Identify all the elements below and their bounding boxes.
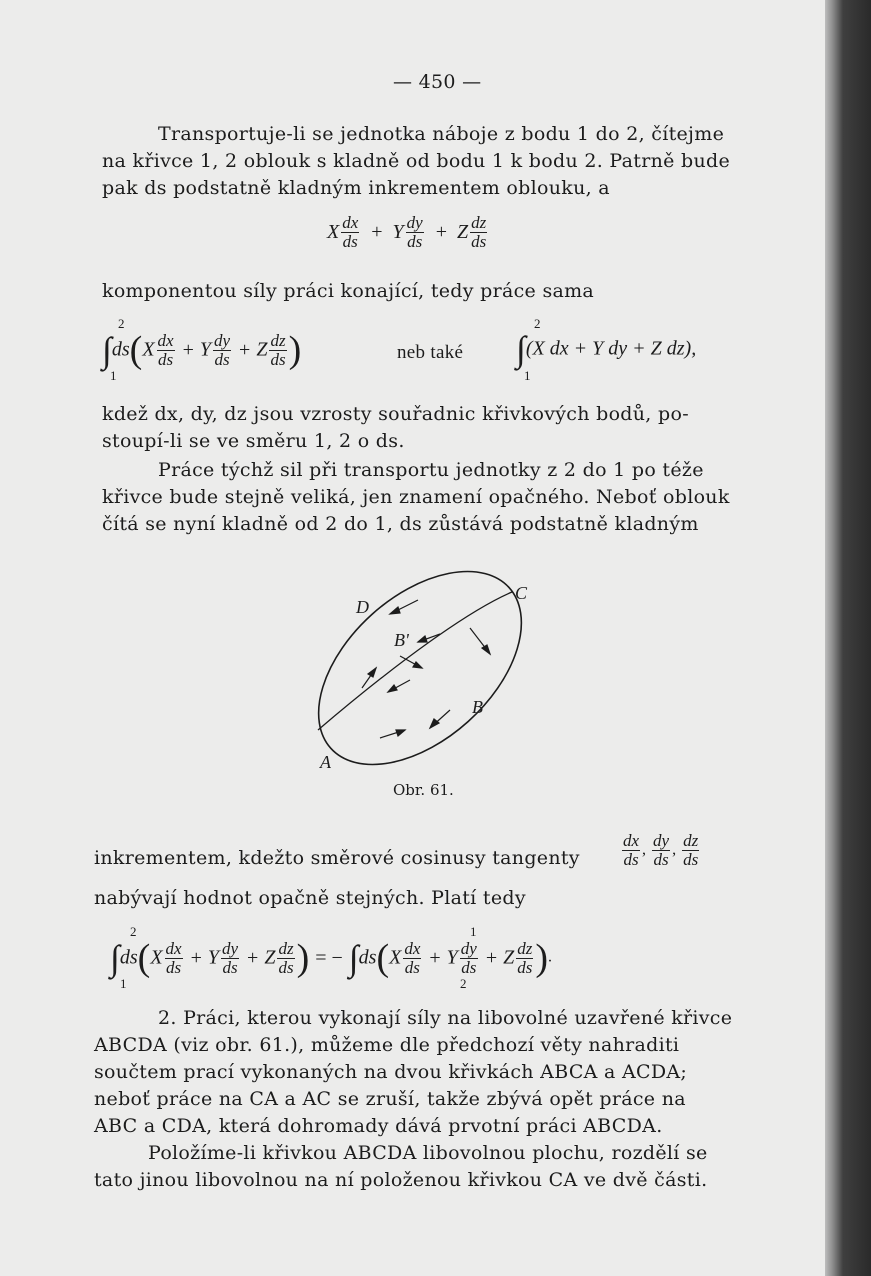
equation-2: 2 1 ∫ds(X $\frac{dx}{ds}$ + Y $\frac{dy}{ds}$ + Z $\frac{dz}{ds}$ ) neb také 2 1 ∫(X dx + Y dy + Z dz), (102, 316, 697, 383)
figure-label-B: B (472, 697, 483, 717)
para4-line3: čítá se nyní kladně od 2 do 1, ds zůstává podstatně kladným (102, 513, 699, 535)
para4-line2: křivce bude stejně veliká, jen znamení opačného. Neboť oblouk (102, 486, 730, 508)
para2-line: komponentou síly práci konající, tedy práce sama (102, 280, 595, 302)
para7-line4: neboť práce na CA a AC se zruší, takže zbývá opět práce na (94, 1088, 686, 1110)
para1-line1: Transportuje-li se jednotka náboje z bodu 1 do 2, čítejme (158, 123, 725, 145)
para1-line3: pak ds podstatně kladným inkrementem oblouku, a (102, 177, 610, 199)
figure-label-C: C (515, 583, 528, 603)
para1-line2: na křivce 1, 2 oblouk s kladně od bodu 1 k bodu 2. Patrně bude (102, 150, 731, 172)
page-edge-shadow (825, 0, 871, 1276)
para5-line: inkrementem, kdežto směrové cosinusy tangenty (94, 847, 580, 869)
direction-cosines: $\frac{dx}{ds}$ , $\frac{dy}{ds}$ , $\frac{dz}{ds}$ (623, 831, 699, 869)
equation-3: 2 1 ∫ds(X $\frac{dx}{ds}$ + Y $\frac{dy}{ds}$ + Z $\frac{dz}{ds}$ ) = − ∫ds(X $\frac{dx}{ds}$ + Y $\frac{dy}{ds}$ + Z $\frac{dz}{ds}$ ). 1 2 (110, 924, 553, 991)
para7-line1: 2. Práci, kterou vykonají síly na libovolné uzavřené křivce (158, 1007, 733, 1029)
para3-line2: stoupí-li se ve směru 1, 2 o ds. (102, 430, 405, 452)
figure-61-ellipse (290, 570, 550, 775)
page-number: — 450 — (393, 71, 482, 93)
para7-line2: ABCDA (viz obr. 61.), můžeme dle předchozí věty nahraditi (94, 1034, 680, 1056)
para8-line1: Položíme-li křivkou ABCDA libovolnou plochu, rozdělí se (148, 1142, 708, 1164)
figure-caption: Obr. 61. (393, 781, 454, 799)
figure-label-Bprime: B' (394, 630, 409, 650)
para7-line5: ABC a CDA, která dohromady dává prvotní práci ABCDA. (94, 1115, 663, 1137)
figure-label-A: A (320, 752, 331, 772)
para6-line: nabývají hodnot opačně stejných. Platí tedy (94, 887, 526, 909)
para8-line2: tato jinou libovolnou na ní položenou křivkou CA ve dvě části. (94, 1169, 708, 1191)
para4-line1: Práce týchž sil při transportu jednotky z 2 do 1 po téže (158, 459, 704, 481)
para7-line3: součtem prací vykonaných na dvou křivkách ABCA a ACDA; (94, 1061, 688, 1083)
equation-1: X $\frac{dx}{ds}$ + Y $\frac{dy}{ds}$ + Z $\frac{dz}{ds}$ (327, 213, 487, 251)
para3-line1: kdež dx, dy, dz jsou vzrosty souřadnic křivkových bodů, po- (102, 403, 689, 425)
figure-label-D: D (356, 597, 369, 617)
